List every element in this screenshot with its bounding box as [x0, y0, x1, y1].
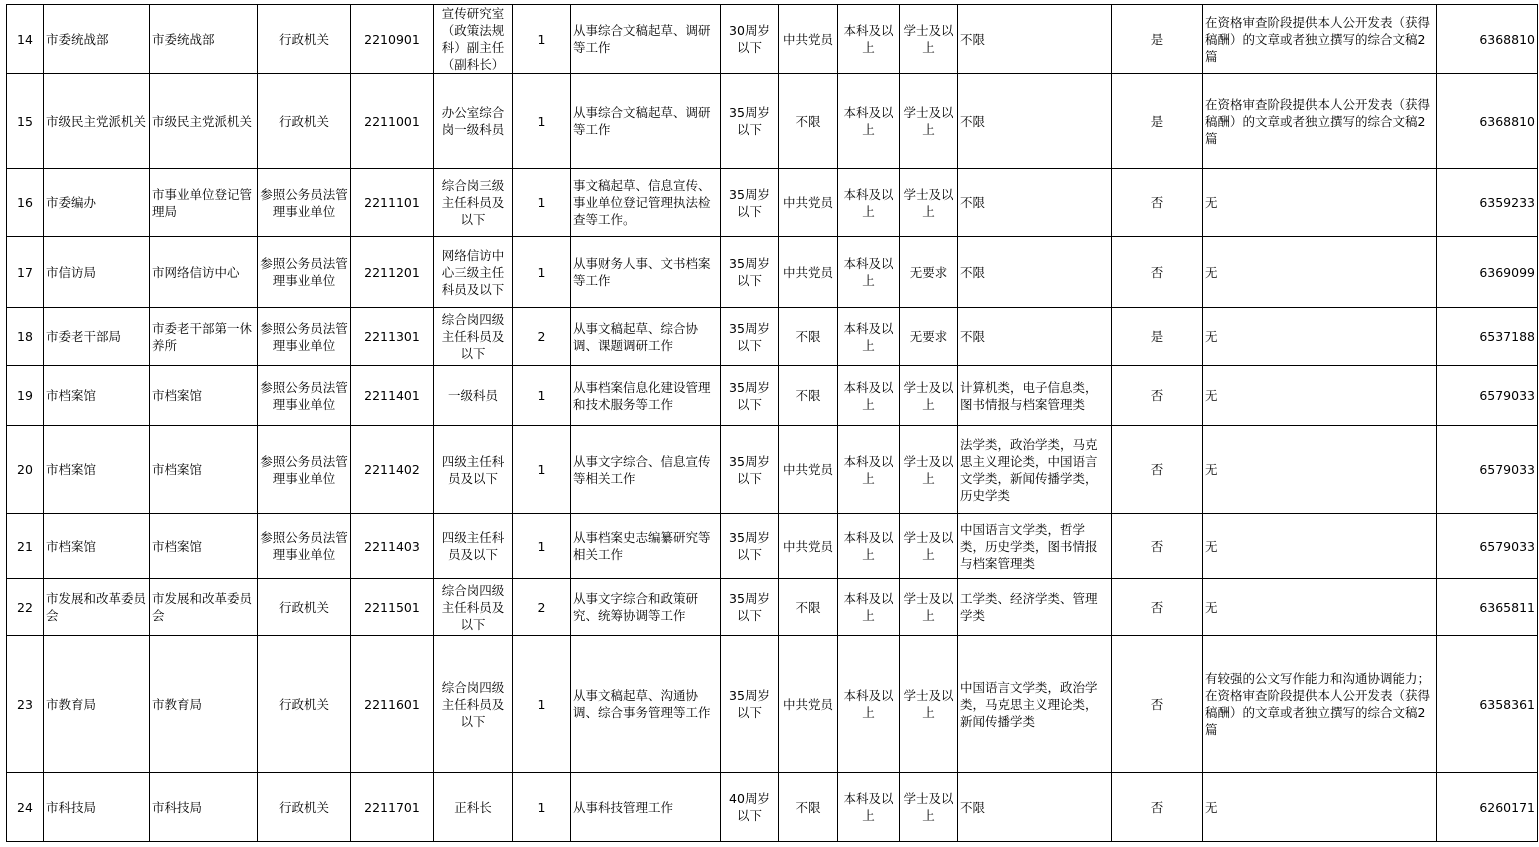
other-conditions-cell: 无 — [1203, 426, 1437, 514]
position-name-cell: 一级科员 — [434, 366, 513, 426]
job-duty-cell: 从事档案史志编纂研究等相关工作 — [571, 514, 721, 579]
table-row — [7, 514, 1538, 579]
age-limit-cell: 40周岁以下 — [721, 773, 779, 842]
major-requirement-cell: 法学类，政治学类，马克思主义理论类，中国语言文学类，新闻传播学类，历史学类 — [958, 426, 1112, 514]
age-limit-cell: 35周岁以下 — [721, 514, 779, 579]
degree-level-cell: 学士及以上 — [900, 579, 958, 636]
education-level-cell: 本科及以上 — [838, 237, 900, 308]
age-limit-cell: 35周岁以下 — [721, 366, 779, 426]
contact-phone-cell: 6368810 — [1437, 74, 1538, 169]
employer-name-cell: 市档案馆 — [150, 366, 258, 426]
hire-count-cell: 2 — [513, 579, 571, 636]
job-duty-cell: 事文稿起草、信息宣传、事业单位登记管理执法检查等工作。 — [571, 169, 721, 237]
education-level-cell: 本科及以上 — [838, 5, 900, 74]
hire-count-cell: 2 — [513, 308, 571, 366]
major-requirement-cell: 中国语言文学类，政治学类，马克思主义理论类，新闻传播学类 — [958, 636, 1112, 773]
major-requirement-cell: 中国语言文学类，哲学类，历史学类，图书情报与档案管理类 — [958, 514, 1112, 579]
age-limit-cell: 35周岁以下 — [721, 426, 779, 514]
unit-name-cell: 市档案馆 — [44, 426, 150, 514]
position-name-cell: 宣传研究室（政策法规科）副主任（副科长） — [434, 5, 513, 74]
degree-level-cell: 学士及以上 — [900, 514, 958, 579]
unit-nature-cell: 行政机关 — [258, 773, 351, 842]
table-row — [7, 308, 1538, 366]
position-code-cell: 2211501 — [351, 579, 434, 636]
unit-nature-cell: 参照公务员法管理事业单位 — [258, 308, 351, 366]
hire-count-cell: 1 — [513, 636, 571, 773]
degree-level-cell: 学士及以上 — [900, 366, 958, 426]
unit-nature-cell: 行政机关 — [258, 5, 351, 74]
education-level-cell: 本科及以上 — [838, 579, 900, 636]
extra-test-cell: 是 — [1112, 5, 1203, 74]
major-requirement-cell: 不限 — [958, 237, 1112, 308]
unit-nature-cell: 参照公务员法管理事业单位 — [258, 514, 351, 579]
age-limit-cell: 35周岁以下 — [721, 237, 779, 308]
unit-nature-cell: 参照公务员法管理事业单位 — [258, 237, 351, 308]
major-requirement-cell: 不限 — [958, 74, 1112, 169]
hire-count-cell: 1 — [513, 366, 571, 426]
education-level-cell: 本科及以上 — [838, 74, 900, 169]
row-number-cell: 19 — [7, 366, 44, 426]
unit-name-cell: 市科技局 — [44, 773, 150, 842]
row-number-cell: 24 — [7, 773, 44, 842]
unit-name-cell: 市发展和改革委员会 — [44, 579, 150, 636]
position-code-cell: 2211601 — [351, 636, 434, 773]
contact-phone-cell: 6579033 — [1437, 366, 1538, 426]
job-duty-cell: 从事文稿起草、综合协调、课题调研工作 — [571, 308, 721, 366]
table-row — [7, 169, 1538, 237]
job-duty-cell: 从事综合文稿起草、调研等工作 — [571, 74, 721, 169]
major-requirement-cell: 不限 — [958, 169, 1112, 237]
political-status-cell: 中共党员 — [779, 5, 838, 74]
other-conditions-cell: 无 — [1203, 237, 1437, 308]
political-status-cell: 不限 — [779, 773, 838, 842]
employer-name-cell: 市档案馆 — [150, 426, 258, 514]
employer-name-cell: 市事业单位登记管理局 — [150, 169, 258, 237]
table-row — [7, 237, 1538, 308]
degree-level-cell: 学士及以上 — [900, 773, 958, 842]
row-number-cell: 17 — [7, 237, 44, 308]
job-duty-cell: 从事文稿起草、沟通协调、综合事务管理等工作 — [571, 636, 721, 773]
row-number-cell: 14 — [7, 5, 44, 74]
unit-name-cell: 市档案馆 — [44, 366, 150, 426]
position-code-cell: 2211001 — [351, 74, 434, 169]
education-level-cell: 本科及以上 — [838, 514, 900, 579]
job-duty-cell: 从事综合文稿起草、调研等工作 — [571, 5, 721, 74]
other-conditions-cell: 无 — [1203, 773, 1437, 842]
age-limit-cell: 35周岁以下 — [721, 636, 779, 773]
hire-count-cell: 1 — [513, 169, 571, 237]
job-duty-cell: 从事文字综合、信息宣传等相关工作 — [571, 426, 721, 514]
degree-level-cell: 学士及以上 — [900, 169, 958, 237]
extra-test-cell: 否 — [1112, 426, 1203, 514]
hire-count-cell: 1 — [513, 74, 571, 169]
contact-phone-cell: 6537188 — [1437, 308, 1538, 366]
extra-test-cell: 否 — [1112, 366, 1203, 426]
political-status-cell: 不限 — [779, 74, 838, 169]
position-name-cell: 正科长 — [434, 773, 513, 842]
unit-name-cell: 市级民主党派机关 — [44, 74, 150, 169]
unit-name-cell: 市信访局 — [44, 237, 150, 308]
job-duty-cell: 从事文字综合和政策研究、统筹协调等工作 — [571, 579, 721, 636]
unit-name-cell: 市档案馆 — [44, 514, 150, 579]
position-name-cell: 综合岗四级主任科员及以下 — [434, 636, 513, 773]
extra-test-cell: 否 — [1112, 579, 1203, 636]
row-number-cell: 20 — [7, 426, 44, 514]
political-status-cell: 中共党员 — [779, 237, 838, 308]
position-code-cell: 2210901 — [351, 5, 434, 74]
age-limit-cell: 35周岁以下 — [721, 74, 779, 169]
position-name-cell: 四级主任科员及以下 — [434, 514, 513, 579]
degree-level-cell: 学士及以上 — [900, 5, 958, 74]
other-conditions-cell: 有较强的公文写作能力和沟通协调能力；在资格审查阶段提供本人公开发表（获得稿酬）的文章或者独立撰写的综合文稿2篇 — [1203, 636, 1437, 773]
degree-level-cell: 无要求 — [900, 308, 958, 366]
degree-level-cell: 无要求 — [900, 237, 958, 308]
unit-name-cell: 市委统战部 — [44, 5, 150, 74]
row-number-cell: 15 — [7, 74, 44, 169]
major-requirement-cell: 不限 — [958, 5, 1112, 74]
education-level-cell: 本科及以上 — [838, 636, 900, 773]
employer-name-cell: 市科技局 — [150, 773, 258, 842]
position-code-cell: 2211201 — [351, 237, 434, 308]
education-level-cell: 本科及以上 — [838, 366, 900, 426]
major-requirement-cell: 不限 — [958, 773, 1112, 842]
extra-test-cell: 是 — [1112, 308, 1203, 366]
employer-name-cell: 市网络信访中心 — [150, 237, 258, 308]
table-row — [7, 5, 1538, 74]
table-row — [7, 366, 1538, 426]
hire-count-cell: 1 — [513, 514, 571, 579]
education-level-cell: 本科及以上 — [838, 308, 900, 366]
hire-count-cell: 1 — [513, 426, 571, 514]
table-row — [7, 579, 1538, 636]
position-code-cell: 2211301 — [351, 308, 434, 366]
hire-count-cell: 1 — [513, 773, 571, 842]
position-name-cell: 网络信访中心三级主任科员及以下 — [434, 237, 513, 308]
unit-nature-cell: 参照公务员法管理事业单位 — [258, 169, 351, 237]
job-duty-cell: 从事科技管理工作 — [571, 773, 721, 842]
employer-name-cell: 市档案馆 — [150, 514, 258, 579]
political-status-cell: 中共党员 — [779, 169, 838, 237]
contact-phone-cell: 6358361 — [1437, 636, 1538, 773]
table-row — [7, 426, 1538, 514]
unit-nature-cell: 行政机关 — [258, 636, 351, 773]
extra-test-cell: 否 — [1112, 773, 1203, 842]
contact-phone-cell: 6260171 — [1437, 773, 1538, 842]
political-status-cell: 中共党员 — [779, 426, 838, 514]
extra-test-cell: 否 — [1112, 237, 1203, 308]
political-status-cell: 不限 — [779, 579, 838, 636]
political-status-cell: 中共党员 — [779, 514, 838, 579]
position-code-cell: 2211403 — [351, 514, 434, 579]
position-name-cell: 综合岗四级主任科员及以下 — [434, 308, 513, 366]
position-code-cell: 2211101 — [351, 169, 434, 237]
education-level-cell: 本科及以上 — [838, 773, 900, 842]
table-row — [7, 773, 1538, 842]
job-duty-cell: 从事档案信息化建设管理和技术服务等工作 — [571, 366, 721, 426]
other-conditions-cell: 无 — [1203, 579, 1437, 636]
unit-nature-cell: 行政机关 — [258, 579, 351, 636]
age-limit-cell: 35周岁以下 — [721, 579, 779, 636]
age-limit-cell: 35周岁以下 — [721, 308, 779, 366]
major-requirement-cell: 计算机类，电子信息类，图书情报与档案管理类 — [958, 366, 1112, 426]
row-number-cell: 16 — [7, 169, 44, 237]
political-status-cell: 中共党员 — [779, 636, 838, 773]
other-conditions-cell: 无 — [1203, 308, 1437, 366]
extra-test-cell: 否 — [1112, 169, 1203, 237]
row-number-cell: 22 — [7, 579, 44, 636]
recruitment-table — [6, 4, 1538, 842]
job-duty-cell: 从事财务人事、文书档案等工作 — [571, 237, 721, 308]
unit-name-cell: 市委编办 — [44, 169, 150, 237]
major-requirement-cell: 工学类、经济学类、管理学类 — [958, 579, 1112, 636]
unit-name-cell: 市委老干部局 — [44, 308, 150, 366]
age-limit-cell: 35周岁以下 — [721, 169, 779, 237]
contact-phone-cell: 6365811 — [1437, 579, 1538, 636]
other-conditions-cell: 在资格审查阶段提供本人公开发表（获得稿酬）的文章或者独立撰写的综合文稿2篇 — [1203, 74, 1437, 169]
row-number-cell: 21 — [7, 514, 44, 579]
position-name-cell: 办公室综合岗一级科员 — [434, 74, 513, 169]
position-code-cell: 2211701 — [351, 773, 434, 842]
position-code-cell: 2211402 — [351, 426, 434, 514]
employer-name-cell: 市发展和改革委员会 — [150, 579, 258, 636]
contact-phone-cell: 6359233 — [1437, 169, 1538, 237]
employer-name-cell: 市委统战部 — [150, 5, 258, 74]
contact-phone-cell: 6368810 — [1437, 5, 1538, 74]
other-conditions-cell: 无 — [1203, 514, 1437, 579]
row-number-cell: 18 — [7, 308, 44, 366]
position-code-cell: 2211401 — [351, 366, 434, 426]
other-conditions-cell: 无 — [1203, 366, 1437, 426]
hire-count-cell: 1 — [513, 237, 571, 308]
extra-test-cell: 否 — [1112, 514, 1203, 579]
contact-phone-cell: 6369099 — [1437, 237, 1538, 308]
contact-phone-cell: 6579033 — [1437, 426, 1538, 514]
position-name-cell: 综合岗三级主任科员及以下 — [434, 169, 513, 237]
age-limit-cell: 30周岁以下 — [721, 5, 779, 74]
education-level-cell: 本科及以上 — [838, 169, 900, 237]
unit-nature-cell: 参照公务员法管理事业单位 — [258, 426, 351, 514]
position-name-cell: 四级主任科员及以下 — [434, 426, 513, 514]
degree-level-cell: 学士及以上 — [900, 426, 958, 514]
unit-name-cell: 市教育局 — [44, 636, 150, 773]
table-row — [7, 74, 1538, 169]
contact-phone-cell: 6579033 — [1437, 514, 1538, 579]
unit-nature-cell: 行政机关 — [258, 74, 351, 169]
other-conditions-cell: 在资格审查阶段提供本人公开发表（获得稿酬）的文章或者独立撰写的综合文稿2篇 — [1203, 5, 1437, 74]
table-row — [7, 636, 1538, 773]
employer-name-cell: 市教育局 — [150, 636, 258, 773]
employer-name-cell: 市委老干部第一休养所 — [150, 308, 258, 366]
political-status-cell: 不限 — [779, 308, 838, 366]
degree-level-cell: 学士及以上 — [900, 74, 958, 169]
degree-level-cell: 学士及以上 — [900, 636, 958, 773]
extra-test-cell: 是 — [1112, 74, 1203, 169]
row-number-cell: 23 — [7, 636, 44, 773]
hire-count-cell: 1 — [513, 5, 571, 74]
political-status-cell: 不限 — [779, 366, 838, 426]
education-level-cell: 本科及以上 — [838, 426, 900, 514]
other-conditions-cell: 无 — [1203, 169, 1437, 237]
extra-test-cell: 否 — [1112, 636, 1203, 773]
unit-nature-cell: 参照公务员法管理事业单位 — [258, 366, 351, 426]
employer-name-cell: 市级民主党派机关 — [150, 74, 258, 169]
major-requirement-cell: 不限 — [958, 308, 1112, 366]
position-name-cell: 综合岗四级主任科员及以下 — [434, 579, 513, 636]
